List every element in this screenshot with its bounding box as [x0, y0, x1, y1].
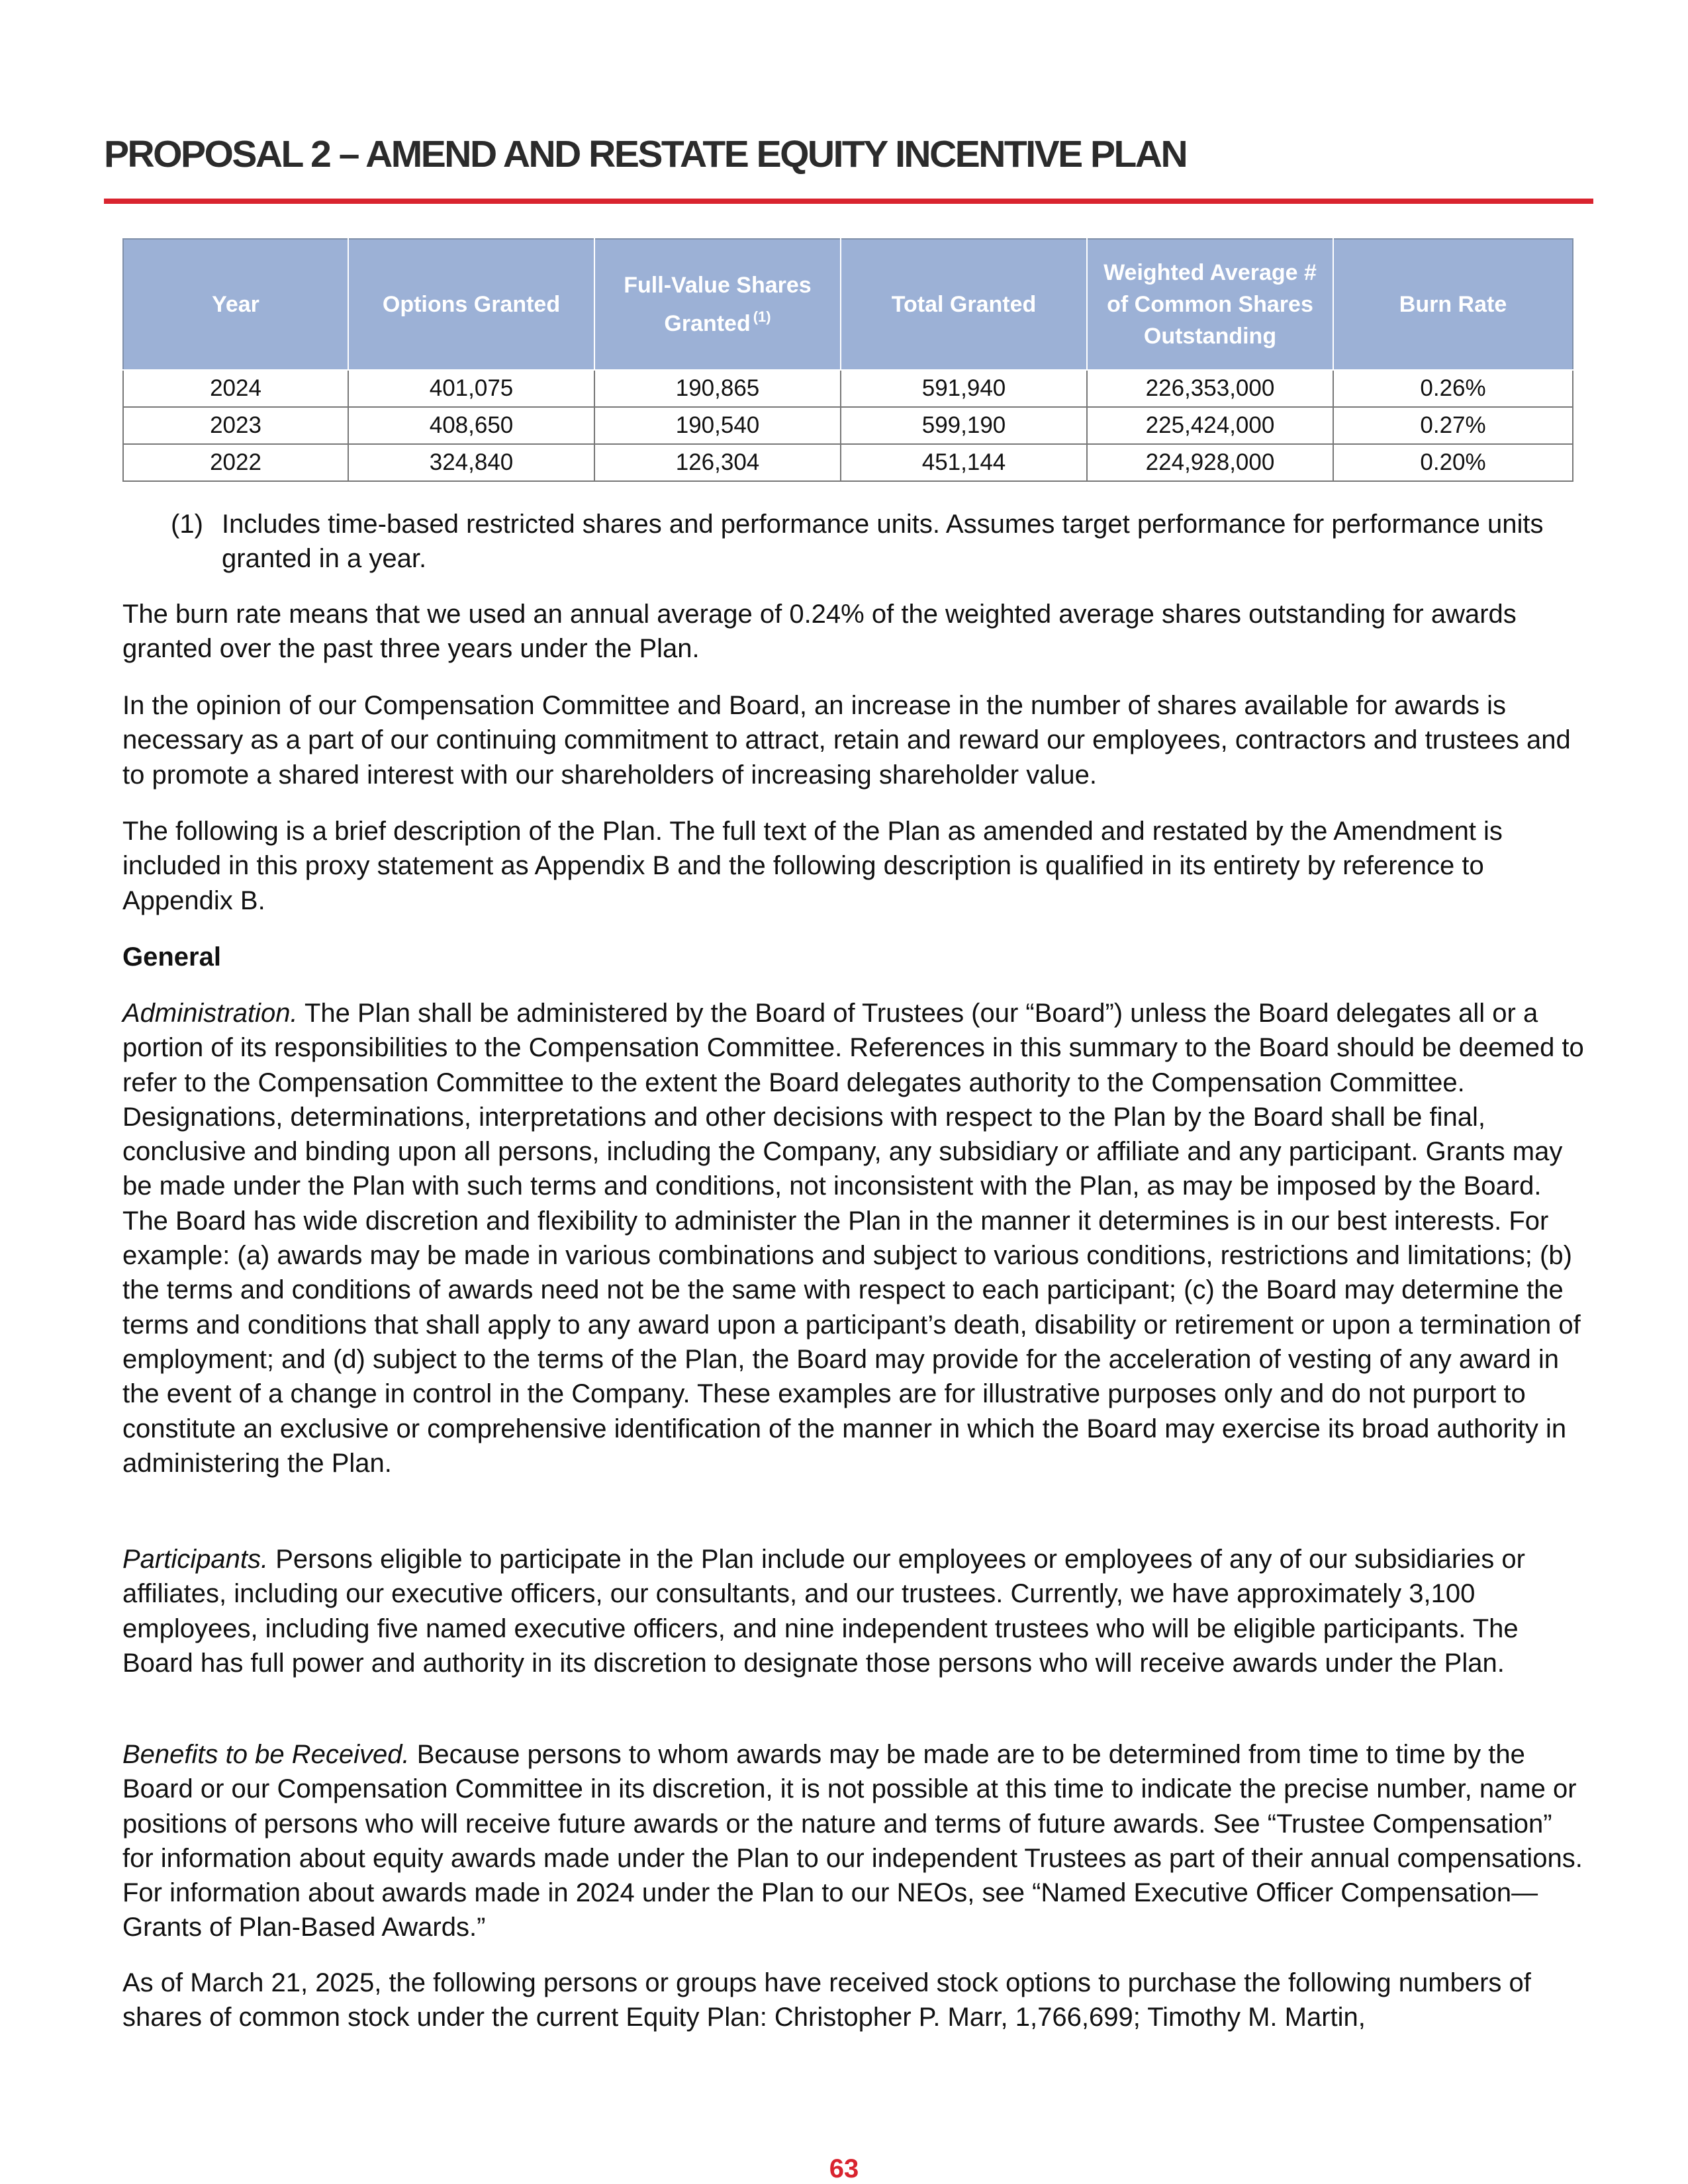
- cell-total: 599,190: [841, 407, 1087, 444]
- cell-burn-rate: 0.20%: [1333, 444, 1573, 481]
- cell-total: 591,940: [841, 370, 1087, 407]
- opinion-paragraph: In the opinion of our Compensation Committee and Board, an increase in the number of shares available for awards is necessary as a part of our continuing commitment to attract, retain and reward our employees, contractors and trustees and to promote a shared interest with our shareholders of increasing shareholder value.: [122, 691, 1571, 790]
- page-number: 63: [829, 2154, 859, 2183]
- cell-weighted: 226,353,000: [1087, 370, 1333, 407]
- header-options-granted: Options Granted: [348, 239, 594, 370]
- cell-weighted: 225,424,000: [1087, 407, 1333, 444]
- table-row: [123, 407, 1573, 444]
- burn-rate-table: [122, 238, 1573, 482]
- burn-rate-paragraph: The burn rate means that we used an annual average of 0.24% of the weighted average shares outstanding for awards granted over the past three years under the Plan.: [122, 600, 1517, 664]
- table-row: [123, 370, 1573, 407]
- cell-options: 408,650: [348, 407, 594, 444]
- header-burn-rate: Burn Rate: [1333, 239, 1573, 370]
- table-header-row: [123, 239, 1573, 370]
- page-title: PROPOSAL 2 – AMEND AND RESTATE EQUITY INCENTIVE PLAN: [104, 133, 1187, 175]
- header-full-value-label: Full-Value Shares Granted: [624, 273, 812, 336]
- cell-year: 2022: [123, 444, 348, 481]
- header-weighted-average: Weighted Average # of Common Shares Outstanding: [1087, 239, 1333, 370]
- general-heading: General: [122, 942, 221, 972]
- benefits-lead: Benefits to be Received.: [122, 1740, 410, 1769]
- cell-full-value: 190,865: [594, 370, 841, 407]
- description-paragraph: The following is a brief description of the Plan. The full text of the Plan as amended and restated by the Amendment is included in this proxy statement as Appendix B and the following description is qualified in its entirety by reference to Appendix B.: [122, 817, 1503, 915]
- administration-paragraph: [122, 996, 1589, 1480]
- cell-options: 401,075: [348, 370, 594, 407]
- table-row: [123, 444, 1573, 481]
- cell-full-value: 190,540: [594, 407, 841, 444]
- cell-burn-rate: 0.27%: [1333, 407, 1573, 444]
- administration-lead: Administration.: [122, 999, 298, 1028]
- table-footnote: [171, 507, 1581, 576]
- header-footnote-ref: (1): [753, 308, 771, 325]
- administration-text: The Plan shall be administered by the Board of Trustees (our “Board”) unless the Board delegates all or a portion of its responsibilities to the Compensation Committee. References in this summary to the Board should be deemed to refer to the Compensation Committee to the extent the Board delegates authority to the Compensation Committee. Designations, determinations, interpretations and other decisions with respect to the Plan by the Board shall be final, conclusive and binding upon all persons, including the Company, any subsidiary or affiliate and any participant. Grants may be made under the Plan with such terms and conditions, not inconsistent with the Plan, as may be imposed by the Board. The Board has wide discretion and flexibility to administer the Plan in the manner it determines is in our best interests. For example: (a) awards may be made in various combinations and subject to various conditions, restrictions and limitations; (b) the terms and conditions of awards need not be the same with respect to each participant; (c) the Board may determine the terms and conditions that shall apply to any award upon a participant’s death, disability or retirement or upon a termination of employment; and (d) subject to the terms of the Plan, the Board may provide for the acceleration of vesting of any award in the event of a change in control in the Company. These examples are for illustrative purposes only and do not purport to constitute an exclusive or comprehensive identification of the manner in which the Board may exercise its broad authority in administering the Plan.: [122, 999, 1584, 1478]
- cell-total: 451,144: [841, 444, 1087, 481]
- footnote-marker: (1): [171, 510, 203, 539]
- cell-year: 2023: [123, 407, 348, 444]
- cell-options: 324,840: [348, 444, 594, 481]
- header-year: Year: [123, 239, 348, 370]
- as-of-paragraph: As of March 21, 2025, the following persons or groups have received stock options to purchase the following numbers of shares of common stock under the current Equity Plan: Christopher P. Marr, 1,766,699; Timothy M. Martin,: [122, 1968, 1531, 2032]
- participants-lead: Participants.: [122, 1545, 269, 1574]
- title-divider: [104, 199, 1593, 204]
- header-total-granted: Total Granted: [841, 239, 1087, 370]
- footnote-text: Includes time-based restricted shares and performance units. Assumes target performance for performance units granted in a year.: [222, 510, 1544, 573]
- participants-text: Persons eligible to participate in the Plan include our employees or employees of any of our subsidiaries or affiliates, including our executive officers, our consultants, and our trustees. Currently, we have approximately 3,100 employees, including five named executive officers, and nine independent trustees who will be eligible participants. The Board has full power and authority in its discretion to designate those persons who will receive awards under the Plan.: [122, 1545, 1525, 1678]
- participants-paragraph: [122, 1542, 1589, 1680]
- header-full-value-shares: [594, 239, 841, 370]
- benefits-text: Because persons to whom awards may be made are to be determined from time to time by the Board or our Compensation Committee in its discretion, it is not possible at this time to indicate the precise number, name or positions of persons who will receive future awards or the nature and terms of future awards. See “Trustee Compensation” for information about equity awards made under the Plan to our independent Trustees as part of their annual compensations. For information about awards made in 2024 under the Plan to our NEOs, see “Named Executive Officer Compensation—Grants of Plan-Based Awards.”: [122, 1740, 1583, 1942]
- cell-burn-rate: 0.26%: [1333, 370, 1573, 407]
- cell-full-value: 126,304: [594, 444, 841, 481]
- benefits-paragraph: [122, 1737, 1589, 1945]
- cell-year: 2024: [123, 370, 348, 407]
- cell-weighted: 224,928,000: [1087, 444, 1333, 481]
